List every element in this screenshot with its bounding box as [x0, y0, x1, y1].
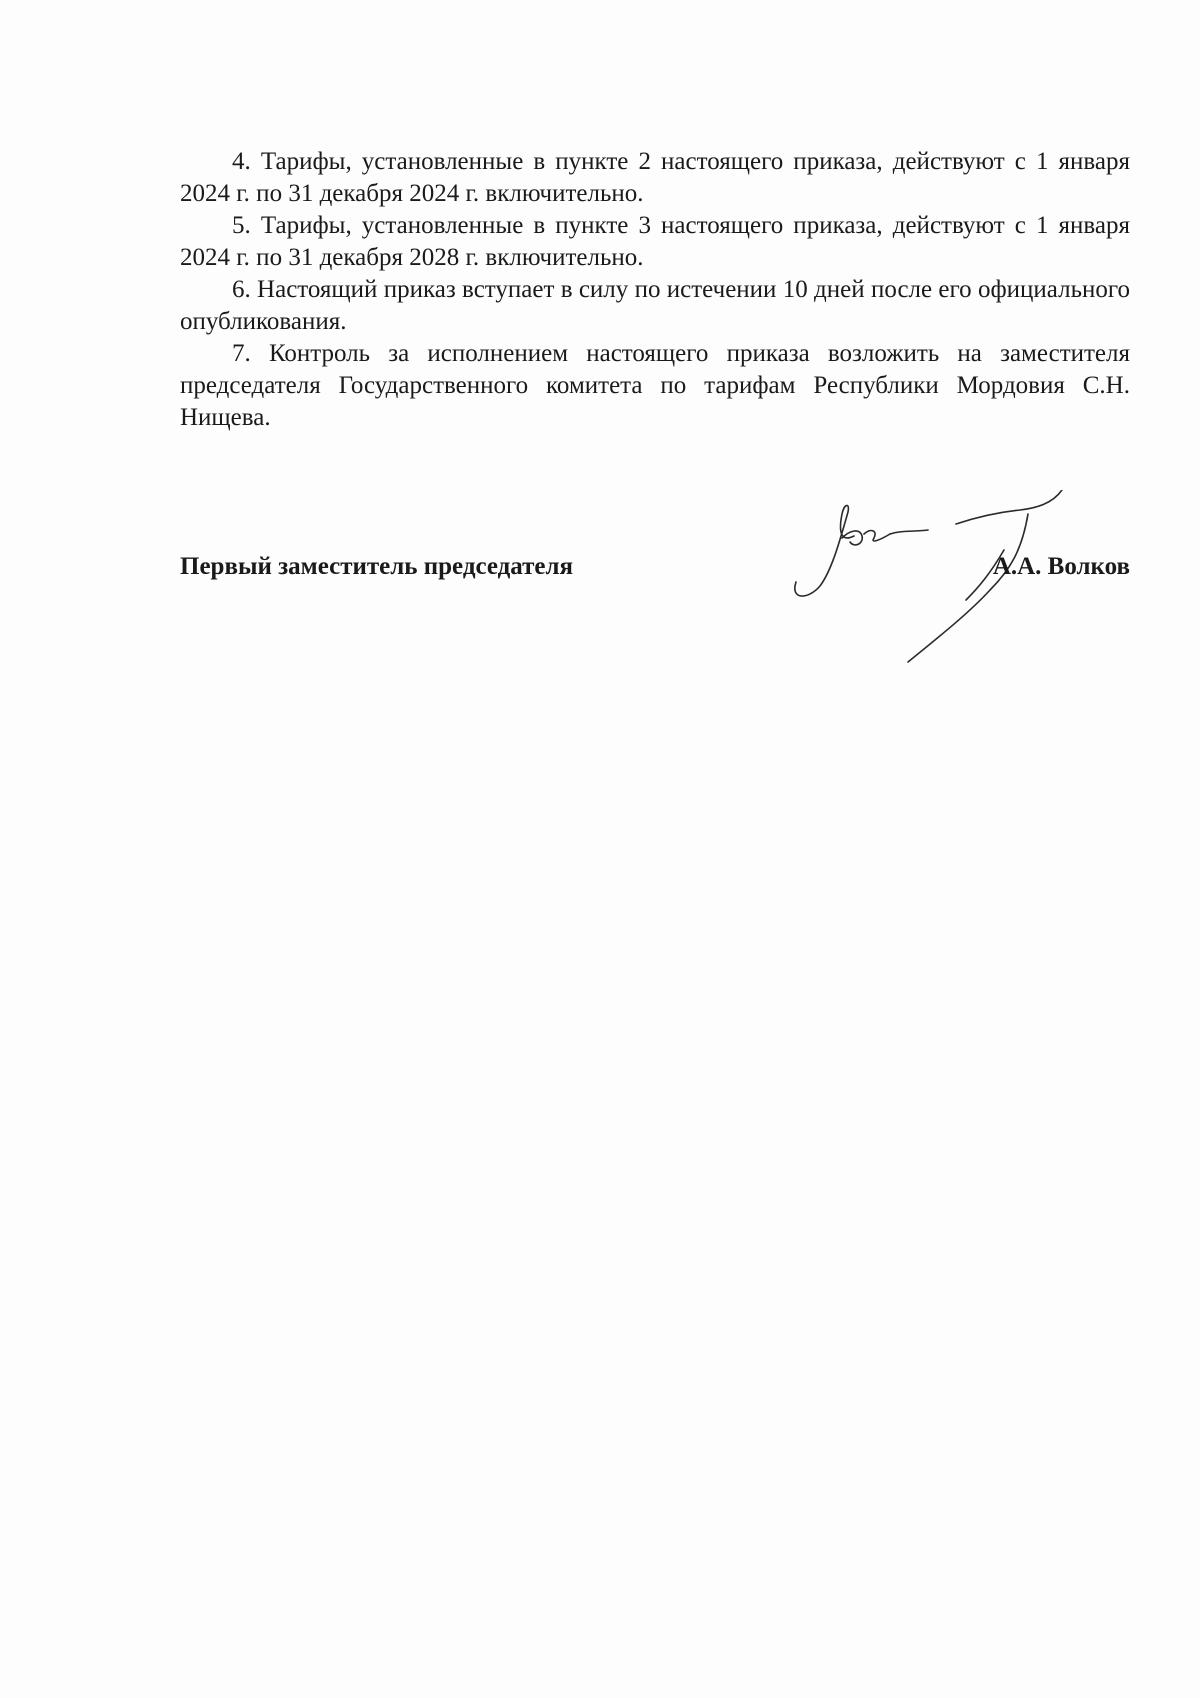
signatory-name: А.А. Волков: [992, 553, 1130, 580]
paragraph-5: 5. Тарифы, установленные в пункте 3 настоящего приказа, действуют с 1 января 2024 г. по 31 декабря 2028 г. включительно.: [180, 212, 1130, 271]
paragraph-6: 6. Настоящий приказ вступает в силу по истечении 10 дней после его официального опубликования.: [180, 276, 1130, 335]
document-body: [180, 146, 1130, 434]
paragraph-4: 4. Тарифы, установленные в пункте 2 настоящего приказа, действуют с 1 января 2024 г. по 31 декабря 2024 г. включительно.: [180, 148, 1130, 207]
signatory-position: Первый заместитель председателя: [180, 553, 574, 580]
paragraph-7: 7. Контроль за исполнением настоящего приказа возложить на заместителя председателя Государственного комитета по тарифам Республики Мордовия С.Н. Нищева.: [180, 340, 1130, 431]
signature-block: [180, 553, 1130, 593]
